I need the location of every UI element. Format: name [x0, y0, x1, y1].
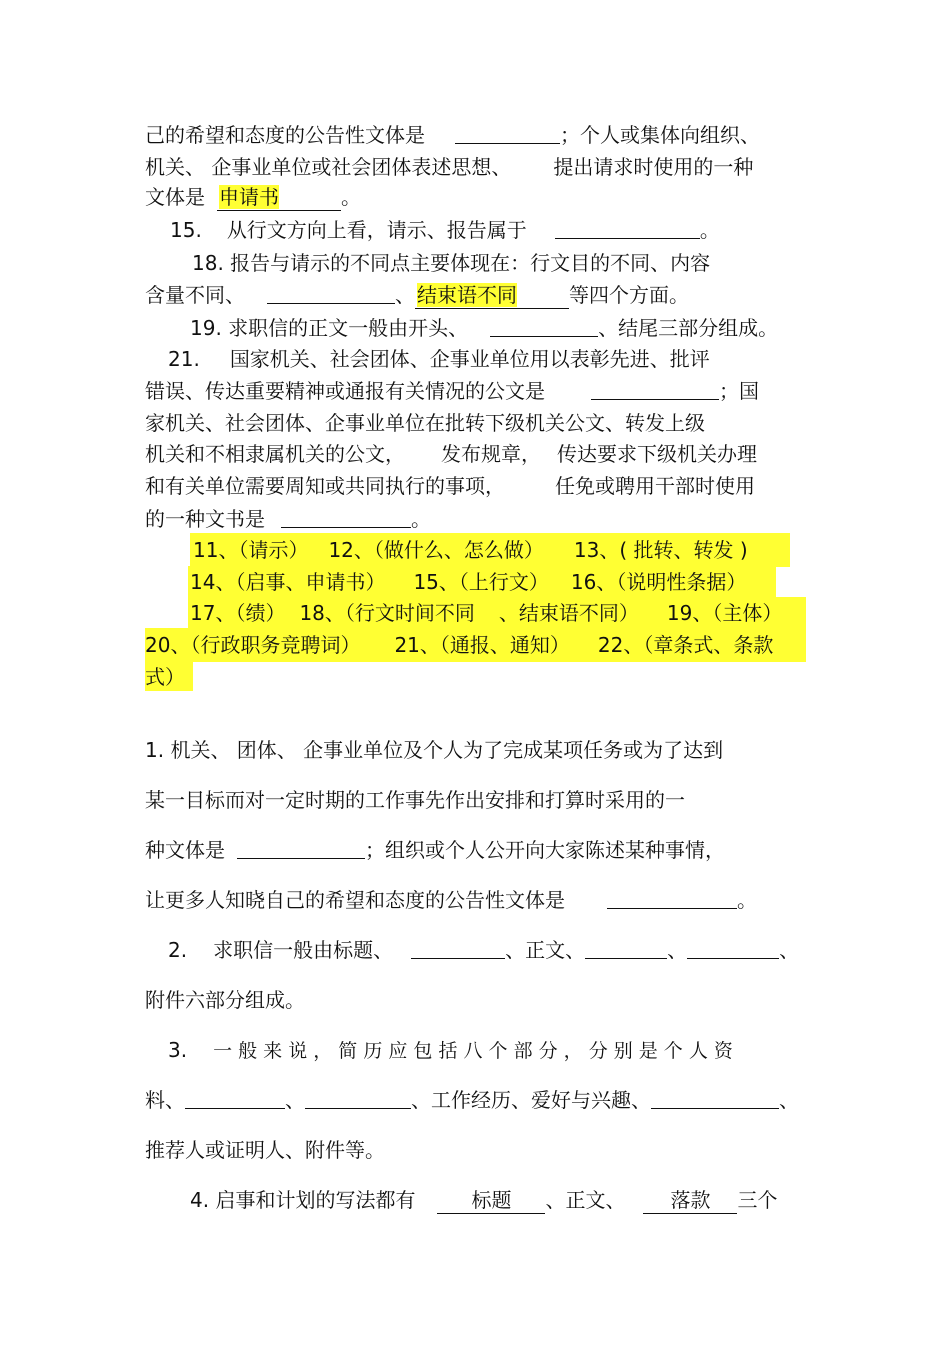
question-21-line-5: [145, 473, 755, 499]
text: 传达要求下级机关办理: [557, 442, 757, 466]
answer-item: 16、（说明性条据）: [570, 570, 747, 594]
text: 。: [411, 507, 431, 531]
answer-item: 13、( 批转、转发 ): [573, 538, 748, 562]
question-3-line-1: [168, 1037, 733, 1064]
text: 某一目标而对一定时期的工作事先作出安排和打算时采用的一: [145, 788, 685, 812]
answer-key-row-3: [190, 600, 782, 626]
text: 。: [699, 218, 720, 242]
question-2-line-2: [145, 987, 305, 1013]
answer-fill: [415, 282, 569, 309]
text: 、: [779, 1088, 799, 1112]
question-21-line-2: [145, 378, 759, 404]
text: 错误、传达重要精神或通报有关情况的公文是: [145, 379, 545, 403]
text: 文体是: [145, 185, 205, 209]
text: 、工作经历、爱好与兴趣、: [411, 1088, 651, 1112]
text: 推荐人或证明人、附件等。: [145, 1138, 385, 1162]
text: 机关和不相隶属机关的公文，: [145, 442, 405, 466]
answer-blank: [607, 888, 737, 909]
question-1-line-1: [145, 737, 723, 763]
text: 附件六部分组成。: [145, 988, 305, 1012]
question-21-line-6: [145, 506, 431, 532]
answer-item: 22、（章条式、条款: [597, 633, 774, 657]
text: 让更多人知晓自己的希望和态度的公告性文体是: [145, 888, 565, 912]
answer-blank: [591, 379, 719, 400]
answer-item: 11、（请示）: [193, 538, 309, 562]
text: 、结尾三部分组成。: [598, 316, 779, 340]
answer-item: 12、（做什么、怎么做）: [328, 538, 544, 562]
question-3-line-3: [145, 1137, 385, 1163]
question-3-line-2: [145, 1087, 799, 1113]
answer-fill: [643, 1187, 737, 1214]
text: 、: [667, 938, 688, 962]
line-3: [145, 184, 361, 211]
answer-item: 、结束语不同）: [498, 601, 639, 625]
answer-key-row-4: [145, 632, 773, 658]
text: 1. 机关、 团体、 企事业单位及个人为了完成某项任务或为了达到: [145, 738, 724, 762]
answer-blank: [651, 1088, 779, 1109]
answer-blank: [490, 316, 598, 337]
text: 种文体是: [145, 838, 225, 862]
answer-blank: [555, 218, 700, 239]
text: 从行文方向上看，请示、报告属于: [226, 218, 527, 242]
answer-item: 14、（启事、申请书）: [190, 570, 386, 594]
question-number: 21.: [168, 347, 200, 371]
text: 三个: [737, 1188, 778, 1212]
answer-blank: [281, 507, 411, 528]
highlighted-answer: 申请书: [219, 185, 279, 209]
text: 、: [395, 283, 415, 307]
answer-key-row-5: [145, 664, 185, 690]
question-1-line-4: [145, 887, 757, 913]
text: ；组织或个人公开向大家陈述某种事情，: [365, 838, 725, 862]
answer-item: 21、（通报、通知）: [394, 633, 570, 657]
text: 18. 报告与请示的不同点主要体现在：行文目的不同、内容: [192, 251, 711, 275]
question-number: 3.: [168, 1038, 188, 1062]
text: 19. 求职信的正文一般由开头、: [190, 316, 469, 340]
line-1: [145, 122, 760, 148]
text: 求职信一般由标题、: [213, 938, 394, 962]
text: 的一种文书是: [145, 507, 265, 531]
text: 、: [779, 938, 800, 962]
text: 己的希望和态度的公告性文体是: [145, 123, 425, 147]
question-21-line-4: [145, 441, 757, 467]
answer-key-row-2: [190, 569, 746, 595]
text: 发布规章，: [441, 442, 541, 466]
question-18-line-2: [145, 282, 689, 309]
question-1-line-2: [145, 787, 685, 813]
answer-blank: [237, 838, 365, 859]
filled-answer: 落款: [670, 1188, 711, 1212]
text: 和有关单位需要周知或共同执行的事项，: [145, 474, 505, 498]
question-2-line-1: [168, 937, 799, 963]
text: 一 般 来 说 ， 简 历 应 包 括 八 个 部 分 ， 分 别 是 个 人 资: [213, 1040, 733, 1062]
text: 国家机关、社会团体、企事业单位用以表彰先进、批评: [229, 347, 710, 371]
answer-blank: [305, 1088, 411, 1109]
answer-item: 17、（绩）: [190, 601, 286, 625]
text: 任免或聘用干部时使用: [555, 474, 755, 498]
answer-item: 18、（行文时间不同: [299, 601, 475, 625]
text: 提出请求时使用的一种: [553, 155, 754, 179]
question-15: [170, 217, 720, 243]
text: 家机关、社会团体、企事业单位在批转下级机关公文、转发上级: [145, 411, 705, 435]
question-19: [190, 315, 778, 341]
answer-item: 20、（行政职务竞聘词）: [145, 633, 361, 657]
answer-blank: [455, 123, 560, 144]
text: 、正文、: [545, 1188, 626, 1212]
text: 。: [737, 888, 757, 912]
answer-fill: [217, 184, 341, 211]
line-2: [145, 154, 753, 180]
text: 。: [341, 185, 361, 209]
question-number: 2.: [168, 938, 188, 962]
answer-blank: [267, 283, 395, 304]
filled-answer: 标题: [471, 1188, 512, 1212]
text: 4. 启事和计划的写法都有: [190, 1188, 416, 1212]
question-21-line-1: [168, 346, 710, 372]
text: 含量不同、: [145, 283, 245, 307]
answer-fill: [437, 1187, 545, 1214]
answer-item: 15、（上行文）: [413, 570, 549, 594]
question-number: 15.: [170, 218, 202, 242]
text: 、: [285, 1088, 305, 1112]
answer-item: 式）: [145, 665, 185, 689]
question-21-line-3: [145, 410, 705, 436]
answer-blank: [185, 1088, 285, 1109]
text: 等四个方面。: [569, 283, 689, 307]
text: 料、: [145, 1088, 185, 1112]
text: ；国: [719, 379, 759, 403]
answer-blank: [585, 938, 667, 959]
answer-key-row-1: [193, 537, 748, 563]
question-1-line-3: [145, 837, 725, 863]
text: 机关、 企事业单位或社会团体表述思想、: [145, 155, 512, 179]
question-4-line-1: [190, 1187, 777, 1214]
answer-blank: [687, 938, 779, 959]
highlighted-answer: 结束语不同: [417, 283, 517, 307]
question-18-line-1: [192, 250, 710, 276]
text: 、正文、: [505, 938, 586, 962]
answer-item: 19、（主体）: [666, 601, 783, 625]
answer-blank: [411, 938, 505, 959]
text: ；个人或集体向组织、: [560, 123, 760, 147]
